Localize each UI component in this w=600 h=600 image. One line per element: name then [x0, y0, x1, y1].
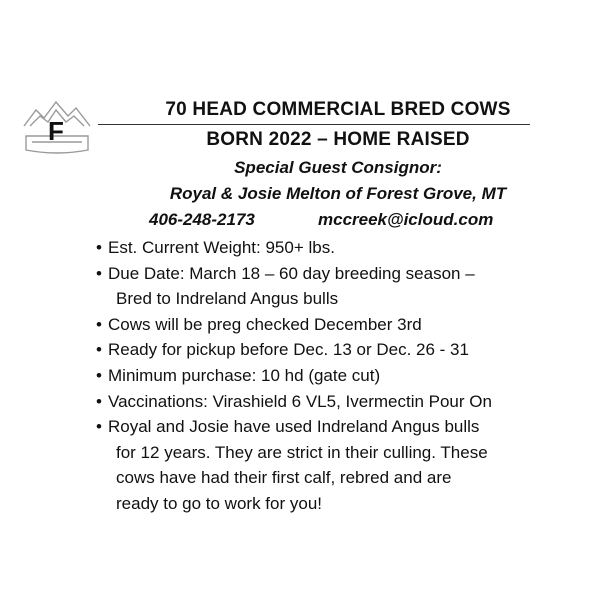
bullet-marker: • [96, 391, 102, 411]
bullet-continuation-text: ready to go to work for you! [116, 493, 322, 513]
consignor-label: Special Guest Consignor: [234, 158, 442, 177]
bullet-text: Royal and Josie have used Indreland Angus bulls [108, 417, 480, 437]
bullet-marker: • [96, 238, 102, 257]
bullet-continuation-text: Bred to Indreland Angus bulls [116, 289, 339, 309]
bullet-marker: • [96, 314, 102, 334]
details-list-item [96, 235, 586, 261]
details-list-item [96, 312, 586, 338]
details-list-item [96, 337, 586, 363]
bullet-marker: • [96, 340, 102, 360]
listing-title: 70 HEAD COMMERCIAL BRED COWS [165, 99, 511, 120]
bullet-text: Minimum purchase: 10 hd (gate cut) [108, 365, 381, 385]
bullet-text: Cows will be preg checked December 3rd [108, 314, 422, 334]
consignor-email: mccreek@icloud.com [318, 210, 494, 229]
bullet-continuation-text: for 12 years. They are strict in their culling. These [116, 442, 488, 462]
details-list-item [96, 261, 586, 312]
listing-subtitle: BORN 2022 – HOME RAISED [206, 129, 470, 150]
details-list-item [96, 389, 586, 415]
consignor-phone: 406-248-2173 [149, 210, 255, 229]
details-list [96, 235, 586, 517]
bullet-continuation-text: cows have had their first calf, rebred and are [116, 468, 452, 488]
details-list-item [96, 414, 586, 516]
bullet-text: Est. Current Weight: 950+ lbs. [108, 238, 335, 257]
bullet-text: Ready for pickup before Dec. 13 or Dec. 26 - 31 [108, 340, 469, 360]
bullet-text: Vaccinations: Virashield 6 VL5, Ivermectin Pour On [108, 391, 492, 411]
consignor-name: Royal & Josie Melton of Forest Grove, MT [169, 184, 507, 203]
bullet-text: Due Date: March 18 – 60 day breeding season – [108, 263, 475, 283]
bullet-marker: • [96, 365, 102, 385]
details-list-item [96, 363, 586, 389]
title-divider [98, 124, 530, 125]
bullet-marker: • [96, 263, 102, 283]
mountain-brand-logo-icon [22, 96, 92, 158]
bullet-marker: • [96, 417, 102, 437]
logo-letter: F [48, 116, 64, 146]
